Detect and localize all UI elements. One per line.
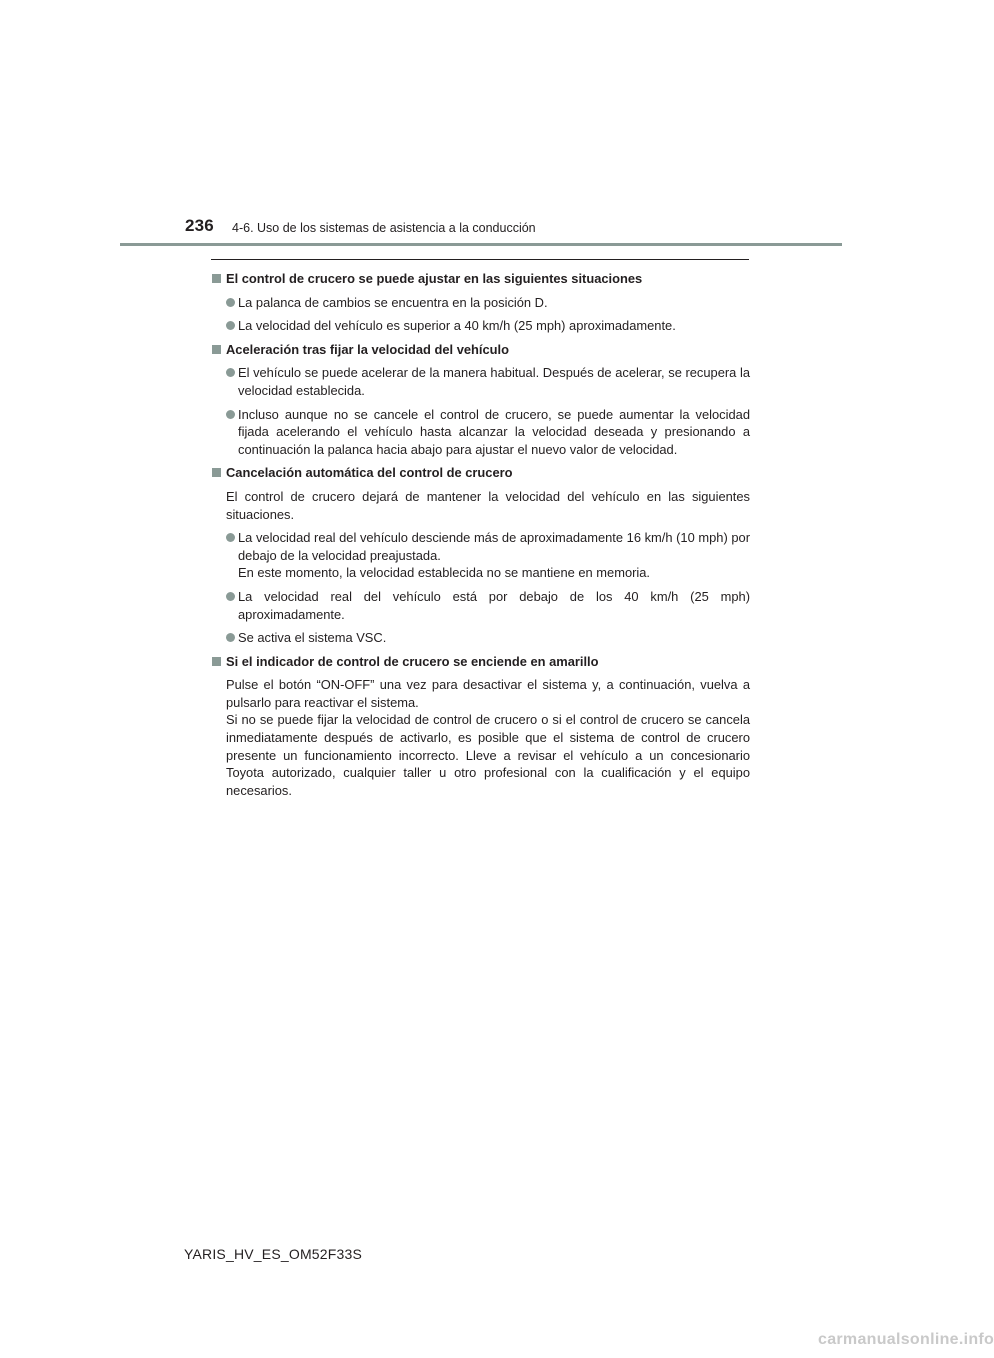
section-heading bbox=[212, 341, 750, 359]
section-heading-text: El control de crucero se puede ajustar en las siguientes situaciones bbox=[226, 271, 643, 286]
list-item-text: La velocidad real del vehículo desciende más de aproximadamente 16 km/h (10 mph) por debajo de la velocidad preajustada. bbox=[238, 530, 750, 563]
list-item-text: Incluso aunque no se cancele el control de crucero, se puede aumentar la velocidad fijada acelerando el vehículo hasta alcanzar la velocidad deseada y presionando a continuación la palanca hacia abajo para ajustar el nuevo valor de velocidad. bbox=[238, 406, 750, 457]
chapter-title: 4-6. Uso de los sistemas de asistencia a la conducción bbox=[232, 221, 536, 235]
paragraph: Pulse el botón “ON-OFF” una vez para desactivar el sistema y, a continuación, vuelva a pulsarlo para reactivar el sistema. bbox=[226, 677, 750, 710]
round-bullet-icon bbox=[226, 368, 235, 377]
square-bullet-icon bbox=[212, 468, 221, 477]
list-item-text: La velocidad real del vehículo está por debajo de los 40 km/h (25 mph) aproximadamente. bbox=[238, 588, 750, 622]
round-bullet-icon bbox=[226, 298, 235, 307]
round-bullet-icon bbox=[226, 321, 235, 330]
list-item bbox=[212, 529, 750, 582]
section-rule bbox=[211, 259, 749, 260]
round-bullet-icon bbox=[226, 533, 235, 542]
round-bullet-icon bbox=[226, 592, 235, 601]
list-item bbox=[212, 294, 750, 312]
page-content bbox=[212, 270, 750, 805]
round-bullet-icon bbox=[226, 410, 235, 419]
list-item-note: En este momento, la velocidad establecida no se mantiene en memoria. bbox=[238, 565, 651, 581]
document-code: YARIS_HV_ES_OM52F33S bbox=[184, 1246, 363, 1262]
list-item-text: La palanca de cambios se encuentra en la posición D. bbox=[238, 294, 548, 310]
section-heading-text: Si el indicador de control de crucero se enciende en amarillo bbox=[226, 653, 599, 669]
square-bullet-icon bbox=[212, 657, 221, 666]
section-heading bbox=[212, 653, 750, 671]
square-bullet-icon bbox=[212, 345, 221, 354]
section-heading bbox=[212, 464, 750, 482]
section-heading-text: Aceleración tras fijar la velocidad del vehículo bbox=[226, 341, 509, 357]
page-number: 236 bbox=[185, 216, 214, 235]
list-item bbox=[212, 588, 750, 623]
list-item-text: La velocidad del vehículo es superior a 40 km/h (25 mph) aproximadamente. bbox=[238, 318, 676, 334]
list-item-text: El vehículo se puede acelerar de la manera habitual. Después de acelerar, se recupera la velocidad establecida. bbox=[238, 365, 750, 398]
watermark: carmanualsonline.info bbox=[818, 1331, 994, 1348]
list-item bbox=[212, 629, 750, 647]
list-item bbox=[212, 406, 750, 459]
header-rule bbox=[120, 243, 842, 246]
list-item-text: Se activa el sistema VSC. bbox=[238, 630, 387, 646]
list-item bbox=[212, 364, 750, 399]
square-bullet-icon bbox=[212, 274, 221, 283]
section-intro: El control de crucero dejará de mantener la velocidad del vehículo en las siguientes situaciones. bbox=[226, 488, 750, 522]
paragraph: Si no se puede fijar la velocidad de control de crucero o si el control de crucero se cancela inmediatamente después de activarlo, es posible que el sistema de control de crucero presente un funcionamiento incorrecto. Lleve a revisar el vehículo a un concesionario Toyota autorizado, cualquier taller u otro profesional con la cualificación y el equipo necesarios. bbox=[226, 712, 750, 798]
section-heading bbox=[212, 270, 750, 288]
list-item bbox=[212, 317, 750, 335]
round-bullet-icon bbox=[226, 633, 235, 642]
section-heading-text: Cancelación automática del control de crucero bbox=[226, 465, 513, 481]
